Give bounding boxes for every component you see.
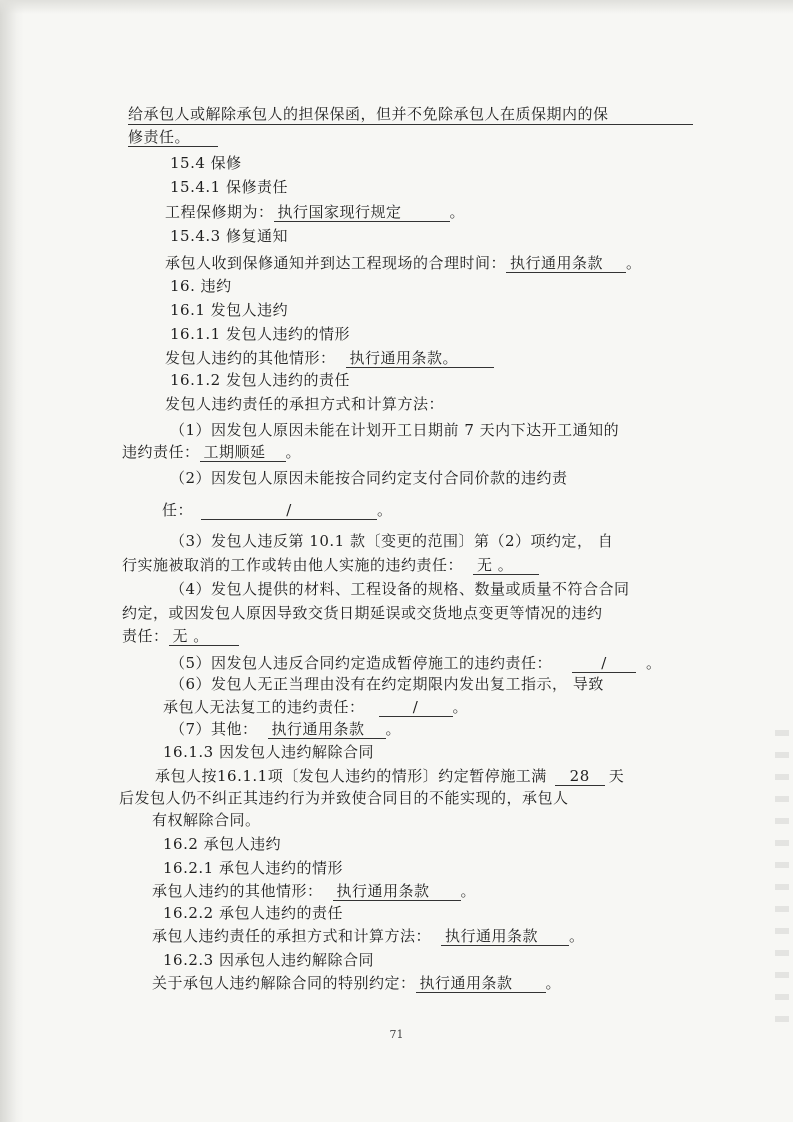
text-span: 给承包人或解除承包人的担保保函，但并不免除承包人在质保期内的保 xyxy=(128,105,609,123)
text-span: 16.1 发包人违约 xyxy=(170,301,289,319)
text-line xyxy=(128,127,218,147)
text-span: 修责任。 xyxy=(128,128,218,147)
fill-value: 执行通用条款。 xyxy=(346,349,494,368)
section-heading xyxy=(163,903,343,923)
binding-shadow xyxy=(0,0,24,1122)
text-span: 承包人违约责任的承担方式和计算方法： xyxy=(152,927,432,945)
text-line xyxy=(170,531,613,551)
text-span: 承包人收到保修通知并到达工程现场的合理时间： xyxy=(165,254,507,272)
text-span: （4）发包人提供的材料、工程设备的规格、数量或质量不符合合同 xyxy=(170,580,630,598)
fill-value: / xyxy=(572,654,636,673)
text-span: 15.4.3 修复通知 xyxy=(170,227,288,245)
form-line xyxy=(155,766,624,786)
form-line xyxy=(170,719,401,739)
text-line xyxy=(152,810,261,830)
fill-value: 执行通用条款 xyxy=(333,882,461,901)
text-span: 发包人违约的其他情形： xyxy=(165,349,336,367)
fill-value: / xyxy=(201,501,377,520)
text-span: 责任： xyxy=(122,627,169,645)
text-span: 工程保修期为： xyxy=(165,203,274,221)
form-line xyxy=(165,202,465,222)
text-span: 。 xyxy=(646,654,662,672)
fill-value: 28 xyxy=(555,767,605,786)
fill-value: 无 。 xyxy=(473,556,539,575)
text-span: 。 xyxy=(569,927,585,945)
fill-value: 无 。 xyxy=(169,627,239,646)
text-line xyxy=(170,420,619,440)
text-span: 16.2.2 承包人违约的责任 xyxy=(163,904,343,922)
seal-marks xyxy=(775,730,789,1030)
fill-value: 执行国家现行规定 xyxy=(274,203,450,222)
text-span: 16.2 承包人违约 xyxy=(163,835,282,853)
fill-value: 执行通用条款 xyxy=(506,254,626,273)
text-span: 15.4 保修 xyxy=(170,154,242,172)
fill-value: 工期顺延 xyxy=(200,443,286,462)
form-line xyxy=(163,697,468,717)
text-span: 。 xyxy=(449,203,466,221)
text-span: 后发包人仍不纠正其违约行为并致使合同目的不能实现的，承包人 xyxy=(119,789,569,807)
text-span: 。 xyxy=(285,443,302,461)
text-line xyxy=(165,394,444,414)
fill-value: / xyxy=(379,698,453,717)
page-number: 71 xyxy=(389,1028,404,1041)
text-span: 关于承包人违约解除合同的特别约定： xyxy=(152,974,416,992)
form-line xyxy=(152,881,476,901)
text-span: 天 xyxy=(608,767,625,785)
form-line xyxy=(122,626,239,646)
form-line xyxy=(152,973,561,993)
text-span: 16.1.1 发包人违约的情形 xyxy=(170,325,350,343)
text-line xyxy=(170,468,568,488)
text-span: 承包人无法复工的违约责任： xyxy=(163,698,365,716)
text-span: 承包人按16.1.1项〔发包人违约的情形〕约定暂停施工满 xyxy=(155,767,547,785)
text-span: 16.1.2 发包人违约的责任 xyxy=(170,371,350,389)
section-heading xyxy=(163,742,374,762)
text-span: 16.2.1 承包人违约的情形 xyxy=(163,859,343,877)
form-line xyxy=(152,926,585,946)
section-heading xyxy=(170,324,350,344)
section-heading xyxy=(170,177,288,197)
text-span: 16.2.3 因承包人违约解除合同 xyxy=(163,951,374,969)
text-span: 任： xyxy=(162,501,194,519)
text-span: （1）因发包人原因未能在计划开工日期前 7 天内下达开工通知的 xyxy=(170,421,620,439)
text-span: 承包人违约的其他情形： xyxy=(152,882,323,900)
top-shadow xyxy=(0,0,793,14)
text-span: 15.4.1 保修责任 xyxy=(170,178,288,196)
text-span: 。 xyxy=(377,501,393,519)
fill-value: 执行通用条款 xyxy=(416,974,546,993)
text-span: 约定，或因发包人原因导致交货日期延误或交货地点变更等情况的违约 xyxy=(122,604,603,622)
text-span: 。 xyxy=(460,882,477,900)
section-heading xyxy=(163,834,281,854)
text-line xyxy=(128,104,693,125)
section-heading xyxy=(170,300,288,320)
text-span: （3）发包人违反第 10.1 款〔变更的范围〕第（2）项约定， 自 xyxy=(170,532,614,550)
form-line xyxy=(165,348,494,368)
text-span: 行实施被取消的工作或转由他人实施的违约责任： xyxy=(122,556,464,574)
text-span: 。 xyxy=(385,720,402,738)
form-line xyxy=(165,253,642,273)
fill-value: 执行通用条款 xyxy=(268,720,386,739)
text-span: （6）发包人无正当理由没有在约定期限内发出复工指示， 导致 xyxy=(170,675,604,693)
text-line xyxy=(170,674,604,694)
text-span: （2）因发包人原因未能按合同约定支付合同价款的违约责 xyxy=(170,469,568,487)
text-span: 。 xyxy=(545,974,562,992)
section-heading xyxy=(163,858,343,878)
text-line xyxy=(122,603,603,623)
text-span: 。 xyxy=(452,698,469,716)
section-heading xyxy=(170,370,350,390)
form-line xyxy=(162,500,393,520)
form-line xyxy=(122,442,301,462)
fill-value: 执行通用条款 xyxy=(441,927,569,946)
text-span: 16.1.3 因发包人违约解除合同 xyxy=(163,743,374,761)
form-line xyxy=(122,555,539,575)
text-line xyxy=(170,579,630,599)
text-span: 违约责任： xyxy=(122,443,200,461)
text-span: 。 xyxy=(626,254,642,272)
text-span: （7）其他： xyxy=(170,720,258,738)
form-line xyxy=(170,653,662,673)
text-span: 发包人违约责任的承担方式和计算方法： xyxy=(165,395,445,413)
text-span: （5）因发包人违反合同约定造成暂停施工的违约责任： xyxy=(170,654,553,672)
section-heading xyxy=(170,276,232,296)
text-line xyxy=(119,788,569,808)
section-heading xyxy=(170,153,242,173)
section-heading xyxy=(170,226,288,246)
text-span: 有权解除合同。 xyxy=(152,811,261,829)
section-heading xyxy=(163,950,374,970)
text-span: 16. 违约 xyxy=(170,277,232,295)
